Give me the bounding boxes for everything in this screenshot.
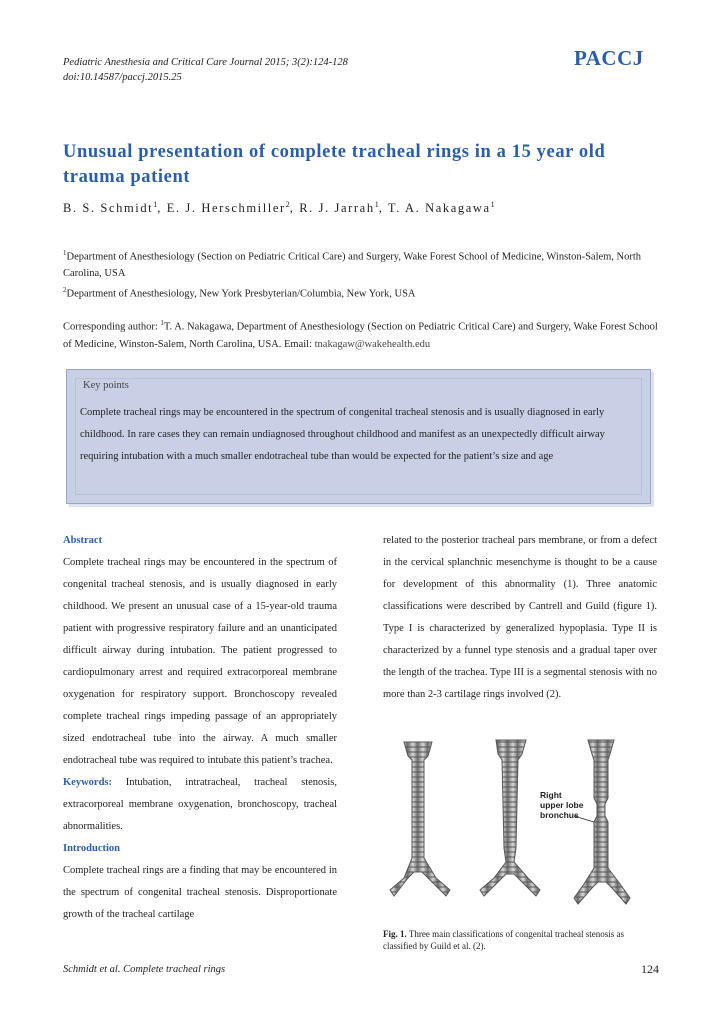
key-points-title: Key points [83,380,129,391]
caption-text: Three main classifications of congenital tracheal stenosis as classified by Guild et al. (2). [383,929,625,951]
author-list: B. S. Schmidt$^1$, E. J. Herschmiller$^2$, R. J. Jarrah$^1$, T. A. Nakagawa$^1$ [63,200,495,216]
keywords-text: Intubation, intratracheal, tracheal stenosis, extracorporeal membrane oxygenation, bronchoscopy, tracheal abnormalities. [63,777,338,832]
author-affiliation-mark: 1 [374,200,379,209]
figure-caption [383,928,659,952]
corresponding-prefix: Corresponding author: [63,321,161,333]
affiliation-text: Department of Anesthesiology, New York Presbyterian/Columbia, New York, USA [66,288,416,299]
abstract-heading: Abstract [63,535,103,546]
introduction-heading: Introduction [63,843,120,854]
journal-line: Pediatric Anesthesia and Critical Care Journal 2015; 3(2):124-128 [63,57,348,68]
introduction-text-right: related to the posterior tracheal pars membrane, or from a defect in the cervical splanchnic mesenchyme is thought to be a cause for development of this abnormality (1). Three anatomic classifications were described by Cantrell and Guild (figure 1). Type I is characterized by generalized hypoplasia. Type II is characterized by a funnel type stenosis and a gradual taper over the length of the trachea. Type III is a segmental stenosis with no more than 2-3 cartilage rings involved (2). [383,535,657,700]
figure-label-bronchus: bronchus [540,810,579,820]
key-points-text: Complete tracheal rings may be encountered in the spectrum of congenital tracheal stenosis and is usually diagnosed in early childhood. In rare cases they can remain undiagnosed throughout childhood and manifest as an unexpectedly difficult airway requiring intubation with a much smaller endotracheal tube than would be expected for the patient’s size and age [80,407,605,462]
affiliation [63,282,663,303]
figure-label-upper-lobe: upper lobe [540,800,584,810]
author-name: E. J. Herschmiller [166,201,286,216]
trachea-type-3 [574,740,630,904]
author-name: T. A. Nakagawa [387,201,491,216]
keywords [63,772,337,838]
affiliation-number: 1 [63,249,67,257]
figure-label-right: Right [540,790,562,800]
author-name: B. S. Schmidt [63,201,154,216]
right-column [383,530,657,706]
caption-label: Fig. 1. [383,929,407,939]
running-footer: Schmidt et al. Complete tracheal rings [63,964,226,975]
corresponding-author [63,315,663,353]
article-title: Unusual presentation of complete tracheal rings in a 15 year old trauma patient [63,142,606,187]
email-link[interactable]: tnakagaw@wakehealth.edu [314,338,431,350]
author-affiliation-mark: 1 [490,200,495,209]
affiliation [63,245,663,282]
affiliation-number: 2 [63,285,67,294]
affiliation-text: Department of Anesthesiology (Section on Pediatric Critical Care) and Surgery, Wake Forest School of Medicine, Winston-Salem, North Carolina, USA [63,251,642,279]
author-affiliation-mark: 2 [285,200,290,209]
page-number: 124 [641,962,659,976]
left-column [63,530,337,926]
journal-logo: PACCJ [574,46,644,70]
abstract-text: Complete tracheal rings may be encountered in the spectrum of congenital tracheal stenosis, and is usually diagnosed in early childhood. We present an unusual case of a 15-year-old trauma patient with progressive respiratory failure and an unanticipated difficult airway during intubation. The patient progressed to cardiopulmonary arrest and required extracorporeal membrane oxygenation for respiratory support. Bronchoscopy revealed complete tracheal rings impeding passage of an appropriately sized endotracheal tube into the airway. A much smaller endotracheal tube was required to intubate this patient’s trachea. [63,557,337,766]
journal-citation [63,55,348,85]
trachea-type-1 [390,742,450,896]
keywords-label: Keywords: [63,777,112,788]
tracheal-stenosis-figure [388,738,646,916]
affiliations [63,245,663,302]
corresponding-text: T. A. Nakagawa, Department of Anesthesiology (Section on Pediatric Critical Care) and Surgery, Wake Forest School of Medicine, Winston-Salem, North Carolina, USA. Email: [63,321,658,350]
author-affiliation-mark: 1 [153,200,158,209]
author-name: R. J. Jarrah [299,201,375,216]
corresponding-sup: 1 [160,319,164,327]
trachea-type-2 [480,740,540,896]
doi: doi:10.14587/paccj.2015.25 [63,72,182,83]
introduction-text-left: Complete tracheal rings are a finding that may be encountered in the spectrum of congenital tracheal stenosis. Disproportionate growth of the tracheal cartilage [63,865,337,920]
